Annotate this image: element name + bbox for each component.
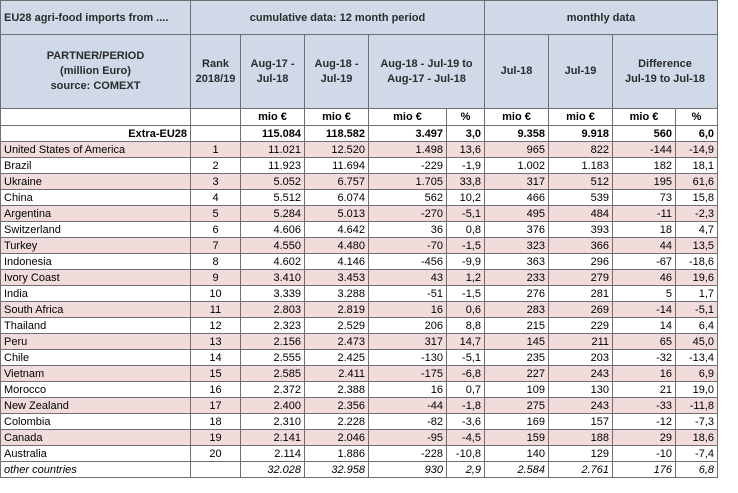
value-monthly-pct: -5,1 xyxy=(676,302,718,318)
value-jul19: 393 xyxy=(549,222,613,238)
value-diff: -130 xyxy=(369,350,447,366)
rank-header xyxy=(191,35,241,109)
value-jul18: 235 xyxy=(485,350,549,366)
table-row xyxy=(1,142,738,158)
value-diff-pct: 10,2 xyxy=(447,190,485,206)
value-diff-pct: 1,2 xyxy=(447,270,485,286)
country-rank: 18 xyxy=(191,414,241,430)
country-name: Switzerland xyxy=(1,222,191,238)
spacer xyxy=(718,350,738,366)
country-rank: 20 xyxy=(191,446,241,462)
value-jul18: 276 xyxy=(485,286,549,302)
value-monthly-diff: -11 xyxy=(613,206,676,222)
spacer xyxy=(718,270,738,286)
country-rank: 12 xyxy=(191,318,241,334)
value-diff-pct: -1,8 xyxy=(447,398,485,414)
value-aug18-jul19: 2.819 xyxy=(305,302,369,318)
value-aug17-jul18: 2.803 xyxy=(241,302,305,318)
value-monthly-pct: 1,7 xyxy=(676,286,718,302)
value-diff-pct: -9,9 xyxy=(447,254,485,270)
value-diff-pct: 14,7 xyxy=(447,334,485,350)
value-aug17-jul18: 2.372 xyxy=(241,382,305,398)
country-rank: 9 xyxy=(191,270,241,286)
value-diff-pct: -5,1 xyxy=(447,350,485,366)
value-jul19: 211 xyxy=(549,334,613,350)
spacer xyxy=(718,190,738,206)
spacer xyxy=(718,109,738,126)
table-row xyxy=(1,334,738,350)
other-value-b: 32.958 xyxy=(305,462,369,478)
table-row xyxy=(1,270,738,286)
value-diff-pct: -4,5 xyxy=(447,430,485,446)
value-monthly-pct: 18,1 xyxy=(676,158,718,174)
value-aug18-jul19: 2.356 xyxy=(305,398,369,414)
value-aug18-jul19: 2.228 xyxy=(305,414,369,430)
value-aug17-jul18: 3.339 xyxy=(241,286,305,302)
spacer xyxy=(718,142,738,158)
table-row xyxy=(1,398,738,414)
country-name: Morocco xyxy=(1,382,191,398)
extra-eu-rank xyxy=(191,126,241,142)
value-diff: 562 xyxy=(369,190,447,206)
value-diff-pct: 0,7 xyxy=(447,382,485,398)
country-name: New Zealand xyxy=(1,398,191,414)
value-diff: 1.705 xyxy=(369,174,447,190)
table-row xyxy=(1,254,738,270)
unit-empty xyxy=(1,109,191,126)
value-monthly-pct: 6,4 xyxy=(676,318,718,334)
value-diff-pct: -6,8 xyxy=(447,366,485,382)
other-countries-label: other countries xyxy=(1,462,191,478)
value-jul19: 366 xyxy=(549,238,613,254)
value-diff: 16 xyxy=(369,382,447,398)
unit-mio: mio € xyxy=(241,109,305,126)
value-monthly-pct: -7,4 xyxy=(676,446,718,462)
value-aug18-jul19: 2.473 xyxy=(305,334,369,350)
table-row xyxy=(1,174,738,190)
extra-eu-jul19: 9.918 xyxy=(549,126,613,142)
period-diff-header-text: Aug-18 - Jul-19 to Aug-17 - Jul-18 xyxy=(380,57,473,85)
table-title: EU28 agri-food imports from .... xyxy=(1,1,191,35)
value-aug17-jul18: 2.310 xyxy=(241,414,305,430)
spacer xyxy=(718,318,738,334)
country-rank: 10 xyxy=(191,286,241,302)
value-jul19: 243 xyxy=(549,398,613,414)
other-jul19: 2.761 xyxy=(549,462,613,478)
rank-header-text: Rank 2018/19 xyxy=(195,57,236,85)
country-name: India xyxy=(1,286,191,302)
country-rank: 1 xyxy=(191,142,241,158)
value-diff: -229 xyxy=(369,158,447,174)
unit-pct: % xyxy=(447,109,485,126)
value-aug17-jul18: 4.602 xyxy=(241,254,305,270)
country-name: Chile xyxy=(1,350,191,366)
value-aug17-jul18: 2.555 xyxy=(241,350,305,366)
value-aug18-jul19: 6.757 xyxy=(305,174,369,190)
unit-mio: mio € xyxy=(305,109,369,126)
table-row xyxy=(1,158,738,174)
value-monthly-diff: 182 xyxy=(613,158,676,174)
value-aug18-jul19: 2.529 xyxy=(305,318,369,334)
value-monthly-pct: 6,9 xyxy=(676,366,718,382)
value-jul19: 229 xyxy=(549,318,613,334)
country-rank: 5 xyxy=(191,206,241,222)
country-rows xyxy=(1,142,738,462)
value-aug18-jul19: 5.013 xyxy=(305,206,369,222)
value-jul19: 203 xyxy=(549,350,613,366)
value-aug17-jul18: 2.400 xyxy=(241,398,305,414)
value-aug17-jul18: 3.410 xyxy=(241,270,305,286)
country-rank: 2 xyxy=(191,158,241,174)
period-1-header xyxy=(241,35,305,109)
value-jul18: 169 xyxy=(485,414,549,430)
country-name: Ukraine xyxy=(1,174,191,190)
unit-mio: mio € xyxy=(485,109,549,126)
country-name: Australia xyxy=(1,446,191,462)
table-row xyxy=(1,222,738,238)
other-pct: 2,9 xyxy=(447,462,485,478)
extra-eu-label: Extra-EU28 xyxy=(1,126,191,142)
value-diff: -70 xyxy=(369,238,447,254)
value-aug18-jul19: 2.411 xyxy=(305,366,369,382)
table-row xyxy=(1,350,738,366)
value-aug17-jul18: 11.923 xyxy=(241,158,305,174)
spacer xyxy=(718,382,738,398)
country-rank: 3 xyxy=(191,174,241,190)
value-jul18: 145 xyxy=(485,334,549,350)
value-jul18: 227 xyxy=(485,366,549,382)
value-diff: -228 xyxy=(369,446,447,462)
value-aug18-jul19: 4.146 xyxy=(305,254,369,270)
cumulative-header: cumulative data: 12 month period xyxy=(191,1,485,35)
other-diff: 930 xyxy=(369,462,447,478)
value-aug18-jul19: 4.642 xyxy=(305,222,369,238)
value-jul19: 188 xyxy=(549,430,613,446)
value-monthly-pct: 61,6 xyxy=(676,174,718,190)
value-monthly-diff: 21 xyxy=(613,382,676,398)
country-name: Turkey xyxy=(1,238,191,254)
value-jul18: 376 xyxy=(485,222,549,238)
partner-header xyxy=(1,35,191,109)
table-row xyxy=(1,430,738,446)
country-rank: 6 xyxy=(191,222,241,238)
value-jul18: 233 xyxy=(485,270,549,286)
other-jul18: 2.584 xyxy=(485,462,549,478)
spacer xyxy=(718,446,738,462)
unit-empty xyxy=(191,109,241,126)
value-aug18-jul19: 11.694 xyxy=(305,158,369,174)
unit-mio: mio € xyxy=(369,109,447,126)
extra-eu-mdiff: 560 xyxy=(613,126,676,142)
value-monthly-diff: -12 xyxy=(613,414,676,430)
value-diff-pct: -5,1 xyxy=(447,206,485,222)
value-monthly-pct: 45,0 xyxy=(676,334,718,350)
value-aug17-jul18: 2.141 xyxy=(241,430,305,446)
country-rank: 19 xyxy=(191,430,241,446)
extra-eu-value-a: 115.084 xyxy=(241,126,305,142)
value-aug17-jul18: 5.284 xyxy=(241,206,305,222)
value-aug17-jul18: 11.021 xyxy=(241,142,305,158)
value-diff-pct: -3,6 xyxy=(447,414,485,430)
spacer xyxy=(718,430,738,446)
value-aug18-jul19: 12.520 xyxy=(305,142,369,158)
spacer xyxy=(718,206,738,222)
unit-mio: mio € xyxy=(613,109,676,126)
value-aug17-jul18: 4.606 xyxy=(241,222,305,238)
value-aug18-jul19: 2.425 xyxy=(305,350,369,366)
value-monthly-diff: -10 xyxy=(613,446,676,462)
monthly-header: monthly data xyxy=(485,1,718,35)
spacer xyxy=(718,174,738,190)
country-name: United States of America xyxy=(1,142,191,158)
value-aug18-jul19: 3.288 xyxy=(305,286,369,302)
value-monthly-pct: -18,6 xyxy=(676,254,718,270)
value-monthly-pct: 19,6 xyxy=(676,270,718,286)
table-row xyxy=(1,414,738,430)
table-row xyxy=(1,190,738,206)
spacer xyxy=(718,238,738,254)
spacer xyxy=(718,126,738,142)
table-row xyxy=(1,366,738,382)
partner-header-text: PARTNER/PERIOD (million Euro) source: COMEXT xyxy=(46,50,145,92)
extra-eu-pct: 3,0 xyxy=(447,126,485,142)
value-diff: 43 xyxy=(369,270,447,286)
value-jul19: 484 xyxy=(549,206,613,222)
country-name: China xyxy=(1,190,191,206)
table-row xyxy=(1,206,738,222)
value-monthly-diff: 195 xyxy=(613,174,676,190)
value-aug17-jul18: 5.052 xyxy=(241,174,305,190)
spacer xyxy=(718,286,738,302)
value-monthly-diff: -14 xyxy=(613,302,676,318)
spacer xyxy=(718,35,738,109)
period-2-header xyxy=(305,35,369,109)
spacer xyxy=(718,254,738,270)
value-monthly-diff: -67 xyxy=(613,254,676,270)
value-monthly-pct: -14,9 xyxy=(676,142,718,158)
spacer xyxy=(718,222,738,238)
value-monthly-diff: 46 xyxy=(613,270,676,286)
value-jul19: 279 xyxy=(549,270,613,286)
value-aug18-jul19: 4.480 xyxy=(305,238,369,254)
value-monthly-pct: 15,8 xyxy=(676,190,718,206)
value-jul18: 140 xyxy=(485,446,549,462)
country-rank: 7 xyxy=(191,238,241,254)
value-monthly-pct: 19,0 xyxy=(676,382,718,398)
value-monthly-diff: 44 xyxy=(613,238,676,254)
extra-eu-value-b: 118.582 xyxy=(305,126,369,142)
value-jul19: 1.183 xyxy=(549,158,613,174)
table-row xyxy=(1,238,738,254)
table-row xyxy=(1,446,738,462)
other-value-a: 32.028 xyxy=(241,462,305,478)
value-monthly-diff: -144 xyxy=(613,142,676,158)
value-jul19: 269 xyxy=(549,302,613,318)
value-aug18-jul19: 6.074 xyxy=(305,190,369,206)
value-diff-pct: 33,8 xyxy=(447,174,485,190)
value-jul18: 109 xyxy=(485,382,549,398)
value-monthly-pct: -2,3 xyxy=(676,206,718,222)
value-jul18: 363 xyxy=(485,254,549,270)
value-monthly-pct: 18,6 xyxy=(676,430,718,446)
value-diff-pct: 8,8 xyxy=(447,318,485,334)
value-jul18: 317 xyxy=(485,174,549,190)
value-monthly-pct: -13,4 xyxy=(676,350,718,366)
value-diff: -44 xyxy=(369,398,447,414)
value-jul18: 495 xyxy=(485,206,549,222)
value-jul18: 283 xyxy=(485,302,549,318)
value-aug17-jul18: 4.550 xyxy=(241,238,305,254)
period-2-header-text: Aug-18 - Jul-19 xyxy=(314,57,359,85)
value-aug18-jul19: 2.388 xyxy=(305,382,369,398)
spacer xyxy=(718,366,738,382)
value-aug17-jul18: 2.323 xyxy=(241,318,305,334)
value-jul19: 539 xyxy=(549,190,613,206)
value-monthly-pct: 13,5 xyxy=(676,238,718,254)
jul19-header: Jul-19 xyxy=(549,35,613,109)
value-monthly-diff: 14 xyxy=(613,318,676,334)
value-diff-pct: -1,5 xyxy=(447,286,485,302)
value-jul18: 159 xyxy=(485,430,549,446)
value-jul19: 512 xyxy=(549,174,613,190)
value-monthly-diff: 29 xyxy=(613,430,676,446)
other-rank xyxy=(191,462,241,478)
jul18-header: Jul-18 xyxy=(485,35,549,109)
value-aug18-jul19: 1.886 xyxy=(305,446,369,462)
country-name: Thailand xyxy=(1,318,191,334)
value-aug18-jul19: 3.453 xyxy=(305,270,369,286)
country-rank: 11 xyxy=(191,302,241,318)
value-aug17-jul18: 2.585 xyxy=(241,366,305,382)
value-diff: 1.498 xyxy=(369,142,447,158)
period-1-header-text: Aug-17 - Jul-18 xyxy=(250,57,295,85)
extra-eu-mpct: 6,0 xyxy=(676,126,718,142)
value-aug18-jul19: 2.046 xyxy=(305,430,369,446)
country-rank: 14 xyxy=(191,350,241,366)
value-jul19: 281 xyxy=(549,286,613,302)
extra-eu-jul18: 9.358 xyxy=(485,126,549,142)
value-diff: 16 xyxy=(369,302,447,318)
value-jul18: 275 xyxy=(485,398,549,414)
value-jul19: 296 xyxy=(549,254,613,270)
spacer xyxy=(718,302,738,318)
spacer xyxy=(718,414,738,430)
table-row xyxy=(1,318,738,334)
spacer xyxy=(718,398,738,414)
unit-mio: mio € xyxy=(549,109,613,126)
value-jul18: 215 xyxy=(485,318,549,334)
value-jul19: 130 xyxy=(549,382,613,398)
value-monthly-pct: -11,8 xyxy=(676,398,718,414)
value-diff: -95 xyxy=(369,430,447,446)
country-name: Indonesia xyxy=(1,254,191,270)
unit-pct: % xyxy=(676,109,718,126)
country-rank: 17 xyxy=(191,398,241,414)
value-monthly-diff: -32 xyxy=(613,350,676,366)
value-monthly-diff: 5 xyxy=(613,286,676,302)
monthly-diff-header xyxy=(613,35,718,109)
value-diff-pct: 0,6 xyxy=(447,302,485,318)
value-monthly-diff: 65 xyxy=(613,334,676,350)
spacer xyxy=(718,462,738,478)
table-row xyxy=(1,382,738,398)
value-jul18: 323 xyxy=(485,238,549,254)
value-diff-pct: 0,8 xyxy=(447,222,485,238)
value-monthly-diff: -33 xyxy=(613,398,676,414)
value-aug17-jul18: 2.114 xyxy=(241,446,305,462)
value-diff: 317 xyxy=(369,334,447,350)
country-name: Colombia xyxy=(1,414,191,430)
value-jul18: 1.002 xyxy=(485,158,549,174)
value-diff: -51 xyxy=(369,286,447,302)
value-jul19: 243 xyxy=(549,366,613,382)
country-name: Vietnam xyxy=(1,366,191,382)
value-monthly-diff: 16 xyxy=(613,366,676,382)
country-name: Argentina xyxy=(1,206,191,222)
country-name: Ivory Coast xyxy=(1,270,191,286)
value-aug17-jul18: 5.512 xyxy=(241,190,305,206)
country-name: South Africa xyxy=(1,302,191,318)
value-jul18: 965 xyxy=(485,142,549,158)
value-monthly-pct: 4,7 xyxy=(676,222,718,238)
country-name: Brazil xyxy=(1,158,191,174)
other-mdiff: 176 xyxy=(613,462,676,478)
country-rank: 4 xyxy=(191,190,241,206)
country-rank: 16 xyxy=(191,382,241,398)
value-monthly-diff: 18 xyxy=(613,222,676,238)
country-rank: 8 xyxy=(191,254,241,270)
value-diff: -456 xyxy=(369,254,447,270)
value-diff-pct: -1,9 xyxy=(447,158,485,174)
value-monthly-diff: 73 xyxy=(613,190,676,206)
value-jul19: 129 xyxy=(549,446,613,462)
other-mpct: 6,8 xyxy=(676,462,718,478)
table-row xyxy=(1,302,738,318)
country-rank: 13 xyxy=(191,334,241,350)
value-diff: 36 xyxy=(369,222,447,238)
country-name: Peru xyxy=(1,334,191,350)
value-jul19: 822 xyxy=(549,142,613,158)
value-diff: -270 xyxy=(369,206,447,222)
value-diff: -175 xyxy=(369,366,447,382)
value-diff-pct: -1,5 xyxy=(447,238,485,254)
country-rank: 15 xyxy=(191,366,241,382)
value-jul18: 466 xyxy=(485,190,549,206)
monthly-diff-header-text: Difference Jul-19 to Jul-18 xyxy=(624,57,706,85)
spacer xyxy=(718,158,738,174)
table-row xyxy=(1,286,738,302)
value-jul19: 157 xyxy=(549,414,613,430)
value-diff: 206 xyxy=(369,318,447,334)
extra-eu-diff: 3.497 xyxy=(369,126,447,142)
value-monthly-pct: -7,3 xyxy=(676,414,718,430)
value-diff-pct: -10,8 xyxy=(447,446,485,462)
value-diff: -82 xyxy=(369,414,447,430)
spacer xyxy=(718,1,738,35)
period-diff-header xyxy=(369,35,485,109)
spacer xyxy=(718,334,738,350)
value-aug17-jul18: 2.156 xyxy=(241,334,305,350)
value-diff-pct: 13,6 xyxy=(447,142,485,158)
country-name: Canada xyxy=(1,430,191,446)
